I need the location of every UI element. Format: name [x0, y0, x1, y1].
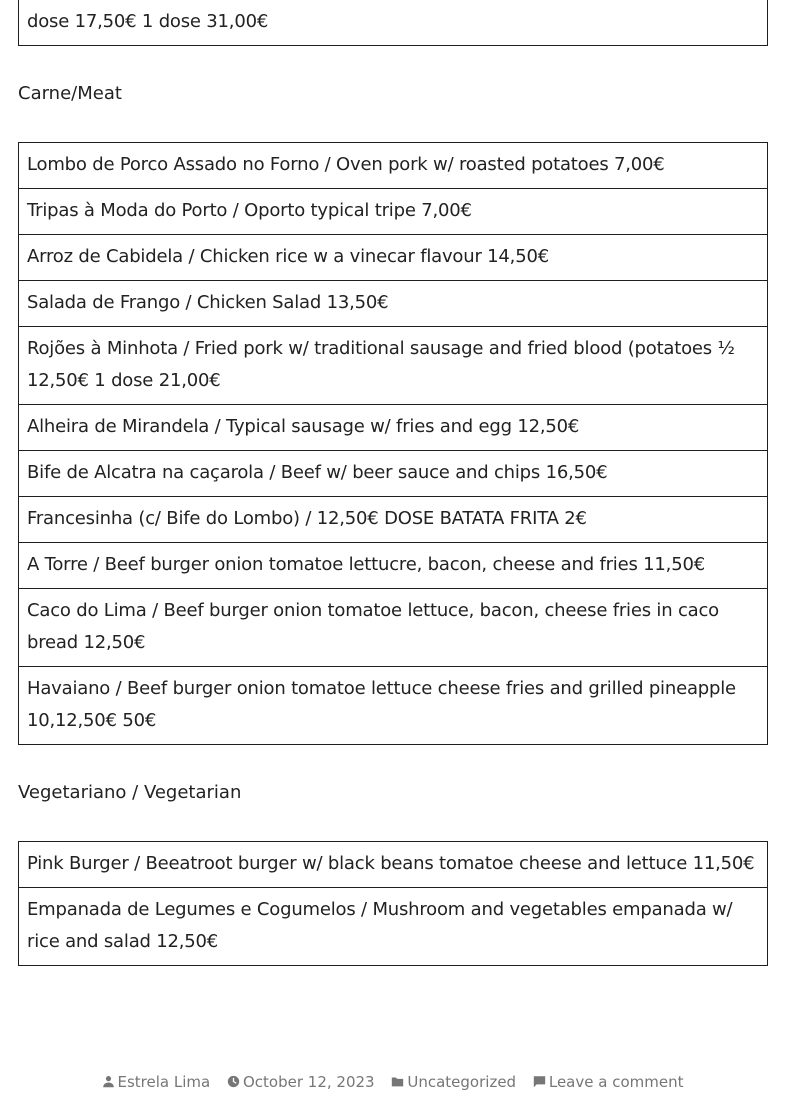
section-heading-meat: Carne/Meat [18, 83, 122, 104]
post-content [18, 0, 768, 966]
menu-cell: Tripas à Moda do Porto / Oporto typical tripe 7,00€ [19, 189, 768, 235]
section-heading-vegetarian: Vegetariano / Vegetarian [18, 782, 242, 803]
post-category [391, 1067, 516, 1097]
menu-cell: Pink Burger / Beeatroot burger w/ black beans tomatoe cheese and lettuce 11,50€ [19, 842, 768, 888]
menu-cell: Empanada de Legumes e Cogumelos / Mushroom and vegetables empanada w/ rice and salad 12,50€ [19, 888, 768, 966]
table-row [19, 451, 768, 497]
post-date [227, 1067, 375, 1097]
menu-cell: Havaiano / Beef burger onion tomatoe lettuce cheese fries and grilled pineapple 10,12,50€ 50€ [19, 667, 768, 745]
clock-icon [227, 1075, 240, 1088]
table-row [19, 0, 768, 46]
menu-cell: Arroz de Cabidela / Chicken rice w a vinecar flavour 14,50€ [19, 235, 768, 281]
date-link[interactable]: October 12, 2023 [242, 1072, 375, 1091]
menu-table-top [18, 0, 768, 46]
table-row [19, 842, 768, 888]
table-row [19, 667, 768, 745]
menu-cell: Bife de Alcatra na caçarola / Beef w/ beer sauce and chips 16,50€ [19, 451, 768, 497]
author-link[interactable]: Estrela Lima [117, 1072, 211, 1091]
post-author [102, 1067, 211, 1097]
menu-cell: Alheira de Mirandela / Typical sausage w/ fries and egg 12,50€ [19, 405, 768, 451]
folder-icon [391, 1075, 404, 1088]
person-icon [102, 1075, 115, 1088]
menu-table-vegetarian [18, 841, 768, 966]
menu-cell: Lombo de Porco Assado no Forno / Oven pork w/ roasted potatoes 7,00€ [19, 143, 768, 189]
menu-cell: dose 17,50€ 1 dose 31,00€ [19, 0, 768, 46]
table-row [19, 589, 768, 667]
menu-cell: Caco do Lima / Beef burger onion tomatoe lettuce, bacon, cheese fries in caco bread 12,50€ [19, 589, 768, 667]
comment-icon [533, 1075, 546, 1088]
table-row [19, 543, 768, 589]
menu-cell: Francesinha (c/ Bife do Lombo) / 12,50€ DOSE BATATA FRITA 2€ [19, 497, 768, 543]
menu-table-meat [18, 142, 768, 745]
table-row [19, 327, 768, 405]
comment-link[interactable]: Leave a comment [548, 1072, 684, 1091]
table-row [19, 888, 768, 966]
table-row [19, 189, 768, 235]
menu-cell: A Torre / Beef burger onion tomatoe lettucre, bacon, cheese and fries 11,50€ [19, 543, 768, 589]
table-row [19, 235, 768, 281]
menu-cell: Salada de Frango / Chicken Salad 13,50€ [19, 281, 768, 327]
table-row [19, 405, 768, 451]
menu-cell: Rojões à Minhota / Fried pork w/ traditional sausage and fried blood (potatoes ½ 12,50€ 1 dose 21,00€ [19, 327, 768, 405]
table-row [19, 497, 768, 543]
post-comments [533, 1067, 684, 1097]
post-meta [0, 1066, 785, 1097]
table-row [19, 143, 768, 189]
category-link[interactable]: Uncategorized [407, 1072, 517, 1091]
table-row [19, 281, 768, 327]
